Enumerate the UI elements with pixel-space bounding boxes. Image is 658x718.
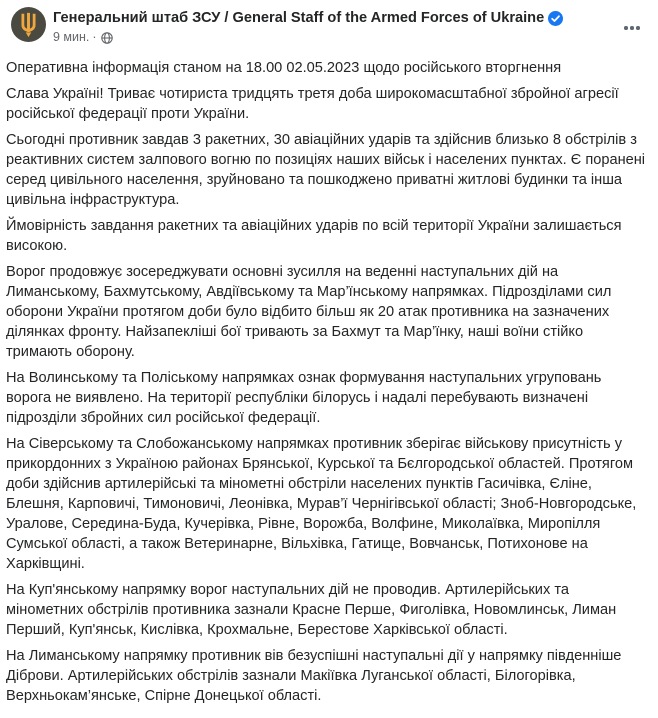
post-meta [53,30,644,44]
more-options-button[interactable] [616,14,648,42]
post-paragraph: На Волинському та Поліському напрямках ознак формування наступальних угруповань ворога не виявлено. На території республіки білорусь і надалі перебувають визначені підрозділи збройних сил російської федерації. [6,370,602,426]
meta-separator: · [92,30,97,44]
ukrainian-trident-icon [18,12,39,38]
more-options-dots-icon [624,26,628,30]
post-paragraph: Оперативна інформація станом на 18.00 02.05.2023 щодо російського вторгнення [6,60,562,76]
name-row [53,10,644,27]
post-body [0,44,658,706]
header-text [53,7,644,44]
post-paragraph: Слава Україні! Триває чотириста тридцять третя доба широкомасштабної збройної агресії російської федерації проти України. [6,86,619,122]
post-paragraph: Ворог продовжує зосереджувати основні зусилля на веденні наступальних дій на Лиманському, Бахмутському, Авдіївському та Мар’їнському напрямках. Підрозділами сил оборони України протягом доби було відбито більш як 20 атак противника на зазначених ділянках фронту. Найзапекліші бої тривають за Бахмут та Мар’їнку, наші воїни стійко тримають оборону. [6,264,612,360]
post-paragraph: На Сіверському та Слобожанському напрямках противник зберігає військову присутність у прикордонних з Україною районах Брянської, Курської та Бєлгородської областей. Протягом доби здійснив артилерійські та мінометні обстріли населених пунктів Гасичівка, Єліне, Блешня, Карповичі, Тимоновичі, Леонівка, Мурав’ї Чернігівської області; Зноб-Новгородське, Уралове, Середина-Буда, Кучерівка, Рівне, Ворожба, Волфине, Миколаївка, Миропілля Сумської області, а також Ветеринарне, Вільхівка, Гатище, Вовчанськ, Потихонове на Харківщині. [6,436,637,572]
post-paragraph: На Лиманському напрямку противник вів безуспішні наступальні дії у напрямку південніше Діброви. Артилерійських обстрілів зазнали Макіївка Луганської області, Білогорівка, Верхньокам’янське, Спірне Донецької області. [6,648,622,704]
post-paragraph: Ймовірність завдання ракетних та авіаційних ударів по всій території України залишається високою. [6,218,622,254]
post-header [0,0,658,44]
globe-privacy-icon [101,32,113,44]
post-paragraph: На Куп'янському напрямку ворог наступальних дій не проводив. Артилерійських та мінометних обстрілів противника зазнали Красне Перше, Фиголівка, Новомлинськ, Лиман Перший, Куп'янськ, Кислівка, Крохмальне, Берестове Харківської області. [6,582,617,638]
page-name[interactable]: Генеральний штаб ЗСУ / General Staff of the Armed Forces of Ukraine [53,10,545,26]
timestamp[interactable]: 9 мин. [53,30,90,44]
avatar[interactable] [11,7,46,42]
verified-badge-icon [548,11,563,26]
post-paragraph: Сьогодні противник завдав 3 ракетних, 30 авіаційних ударів та здійснив близько 8 обстрілів з реактивних систем залпового вогню по позиціях наших військ і населених пунктах. Є поранені серед цивільного населення, зруйновано та пошкоджено приватні житлові будинки та інша цивільна інфраструктура. [6,132,646,208]
